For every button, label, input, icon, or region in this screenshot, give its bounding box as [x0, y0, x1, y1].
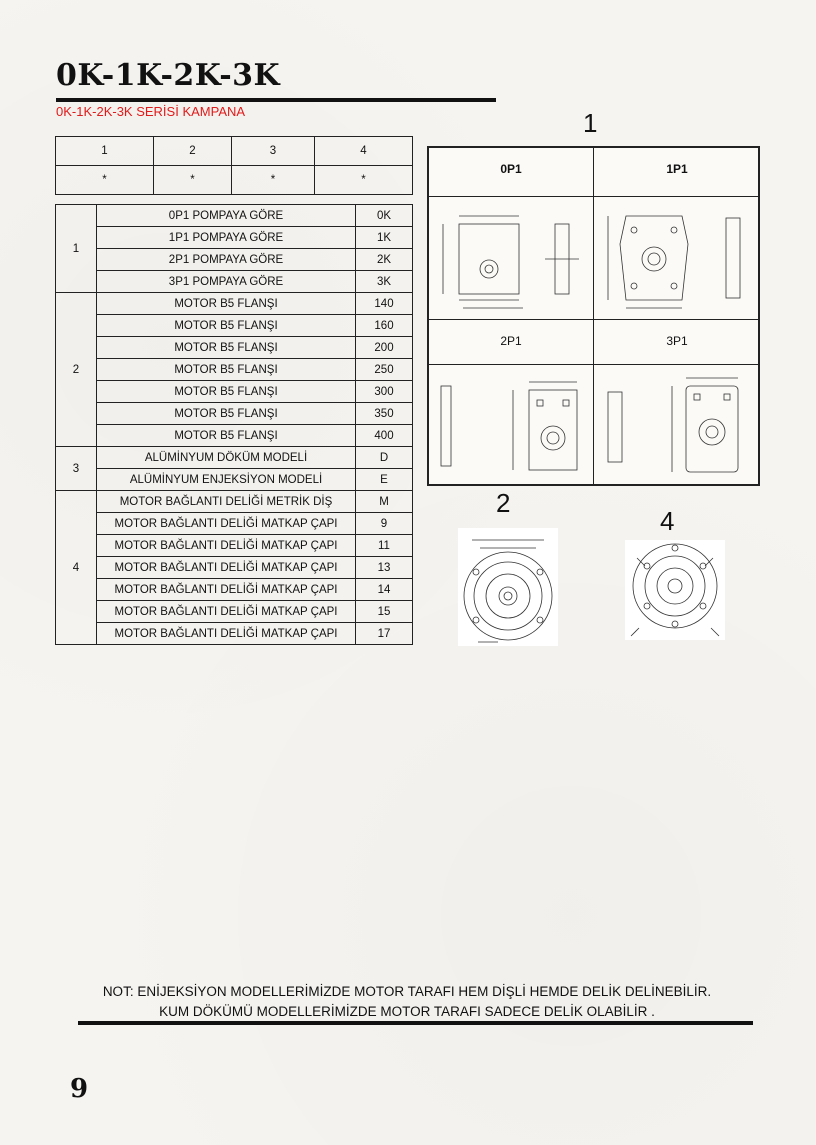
spec-code: 13 — [356, 557, 413, 579]
page-title: 0K-1K-2K-3K — [56, 58, 281, 93]
spec-description: MOTOR BAĞLANTI DELİĞİ MATKAP ÇAPI — [97, 601, 356, 623]
3p1-technical-drawing — [598, 372, 756, 484]
code-value-4: * — [315, 166, 413, 195]
spec-code: 250 — [356, 359, 413, 381]
spec-row — [56, 623, 413, 645]
specification-table — [55, 204, 413, 645]
spec-description: ALÜMİNYUM DÖKÜM MODELİ — [97, 447, 356, 469]
spec-code: D — [356, 447, 413, 469]
flange-drawing-4 — [625, 540, 725, 640]
code-column-1: 1 — [56, 137, 154, 166]
spec-code: 2K — [356, 249, 413, 271]
2p1-technical-drawing — [433, 372, 589, 484]
1p1-technical-drawing — [598, 204, 756, 316]
spec-row — [56, 249, 413, 271]
cell-divider — [429, 196, 593, 197]
spec-code: 17 — [356, 623, 413, 645]
spec-row — [56, 271, 413, 293]
pump-cell-1p1 — [594, 148, 760, 320]
spec-code: 200 — [356, 337, 413, 359]
footer-note — [56, 982, 758, 1022]
pump-cell-2p1 — [429, 320, 594, 486]
code-column-3: 3 — [232, 137, 315, 166]
spec-row — [56, 535, 413, 557]
spec-code: 1K — [356, 227, 413, 249]
spec-code: 3K — [356, 271, 413, 293]
spec-code: 11 — [356, 535, 413, 557]
0p1-technical-drawing — [433, 204, 589, 316]
spec-code: 160 — [356, 315, 413, 337]
cell-divider — [429, 364, 593, 365]
spec-code: 15 — [356, 601, 413, 623]
spec-code: 140 — [356, 293, 413, 315]
spec-description: MOTOR B5 FLANŞI — [97, 359, 356, 381]
spec-description: MOTOR BAĞLANTI DELİĞİ METRİK DİŞ — [97, 491, 356, 513]
page-subtitle: 0K-1K-2K-3K SERİSİ KAMPANA — [56, 104, 246, 119]
footer-note-line-2: KUM DÖKÜMÜ MODELLERİMİZDE MOTOR TARAFI SADECE DELİK OLABİLİR . — [159, 1004, 655, 1019]
footer-note-line-1: NOT: ENİJEKSİYON MODELLERİMİZDE MOTOR TARAFI HEM DİŞLİ HEMDE DELİK DELİNEBİLİR. — [102, 984, 712, 999]
spec-code: E — [356, 469, 413, 491]
spec-description: MOTOR BAĞLANTI DELİĞİ MATKAP ÇAPI — [97, 623, 356, 645]
pump-cell-3p1 — [594, 320, 760, 486]
pump-cell-title: 3P1 — [666, 334, 688, 348]
figure-label-1: 1 — [583, 108, 598, 138]
spec-row — [56, 403, 413, 425]
cell-divider — [594, 196, 760, 197]
spec-row — [56, 293, 413, 315]
code-order-header-row — [56, 137, 413, 166]
figure-label-2: 2 — [496, 488, 511, 518]
pump-cell-title: 1P1 — [666, 162, 688, 176]
spec-description: ALÜMİNYUM ENJEKSİYON MODELİ — [97, 469, 356, 491]
footer-rule — [78, 1021, 753, 1025]
spec-row — [56, 425, 413, 447]
spec-code: 400 — [356, 425, 413, 447]
spec-row — [56, 205, 413, 227]
spec-code: 300 — [356, 381, 413, 403]
spec-group-number: 2 — [56, 293, 97, 447]
spec-description: MOTOR B5 FLANŞI — [97, 403, 356, 425]
spec-group-number: 3 — [56, 447, 97, 491]
spec-description: MOTOR B5 FLANŞI — [97, 381, 356, 403]
code-value-3: * — [232, 166, 315, 195]
flange-drawing-2 — [458, 528, 558, 646]
spec-row — [56, 513, 413, 535]
spec-description: 3P1 POMPAYA GÖRE — [97, 271, 356, 293]
spec-description: 1P1 POMPAYA GÖRE — [97, 227, 356, 249]
page-number: 9 — [70, 1074, 89, 1104]
figure-label-4: 4 — [660, 506, 675, 536]
spec-description: 2P1 POMPAYA GÖRE — [97, 249, 356, 271]
spec-description: MOTOR B5 FLANŞI — [97, 293, 356, 315]
title-underline — [56, 98, 496, 102]
code-value-2: * — [154, 166, 232, 195]
code-order-value-row — [56, 166, 413, 195]
spec-code: 0K — [356, 205, 413, 227]
spec-row — [56, 447, 413, 469]
spec-description: MOTOR BAĞLANTI DELİĞİ MATKAP ÇAPI — [97, 535, 356, 557]
pump-cell-title: 0P1 — [500, 162, 522, 176]
spec-row — [56, 315, 413, 337]
spec-row — [56, 491, 413, 513]
spec-description: 0P1 POMPAYA GÖRE — [97, 205, 356, 227]
spec-row — [56, 469, 413, 491]
spec-row — [56, 337, 413, 359]
code-column-4: 4 — [315, 137, 413, 166]
spec-group-number: 1 — [56, 205, 97, 293]
spec-code: M — [356, 491, 413, 513]
spec-row — [56, 359, 413, 381]
code-value-1: * — [56, 166, 154, 195]
spec-description: MOTOR BAĞLANTI DELİĞİ MATKAP ÇAPI — [97, 513, 356, 535]
spec-description: MOTOR B5 FLANŞI — [97, 315, 356, 337]
pump-cell-0p1 — [429, 148, 594, 320]
spec-description: MOTOR B5 FLANŞI — [97, 337, 356, 359]
spec-code: 350 — [356, 403, 413, 425]
code-column-2: 2 — [154, 137, 232, 166]
cell-divider — [594, 364, 760, 365]
spec-description: MOTOR BAĞLANTI DELİĞİ MATKAP ÇAPI — [97, 579, 356, 601]
spec-row — [56, 381, 413, 403]
pump-cell-title: 2P1 — [500, 334, 522, 348]
spec-code: 9 — [356, 513, 413, 535]
code-order-table — [55, 136, 413, 195]
spec-row — [56, 227, 413, 249]
spec-code: 14 — [356, 579, 413, 601]
spec-row — [56, 557, 413, 579]
spec-row — [56, 601, 413, 623]
pump-drawings-grid — [427, 146, 760, 486]
spec-group-number: 4 — [56, 491, 97, 645]
spec-description: MOTOR BAĞLANTI DELİĞİ MATKAP ÇAPI — [97, 557, 356, 579]
spec-row — [56, 579, 413, 601]
spec-description: MOTOR B5 FLANŞI — [97, 425, 356, 447]
